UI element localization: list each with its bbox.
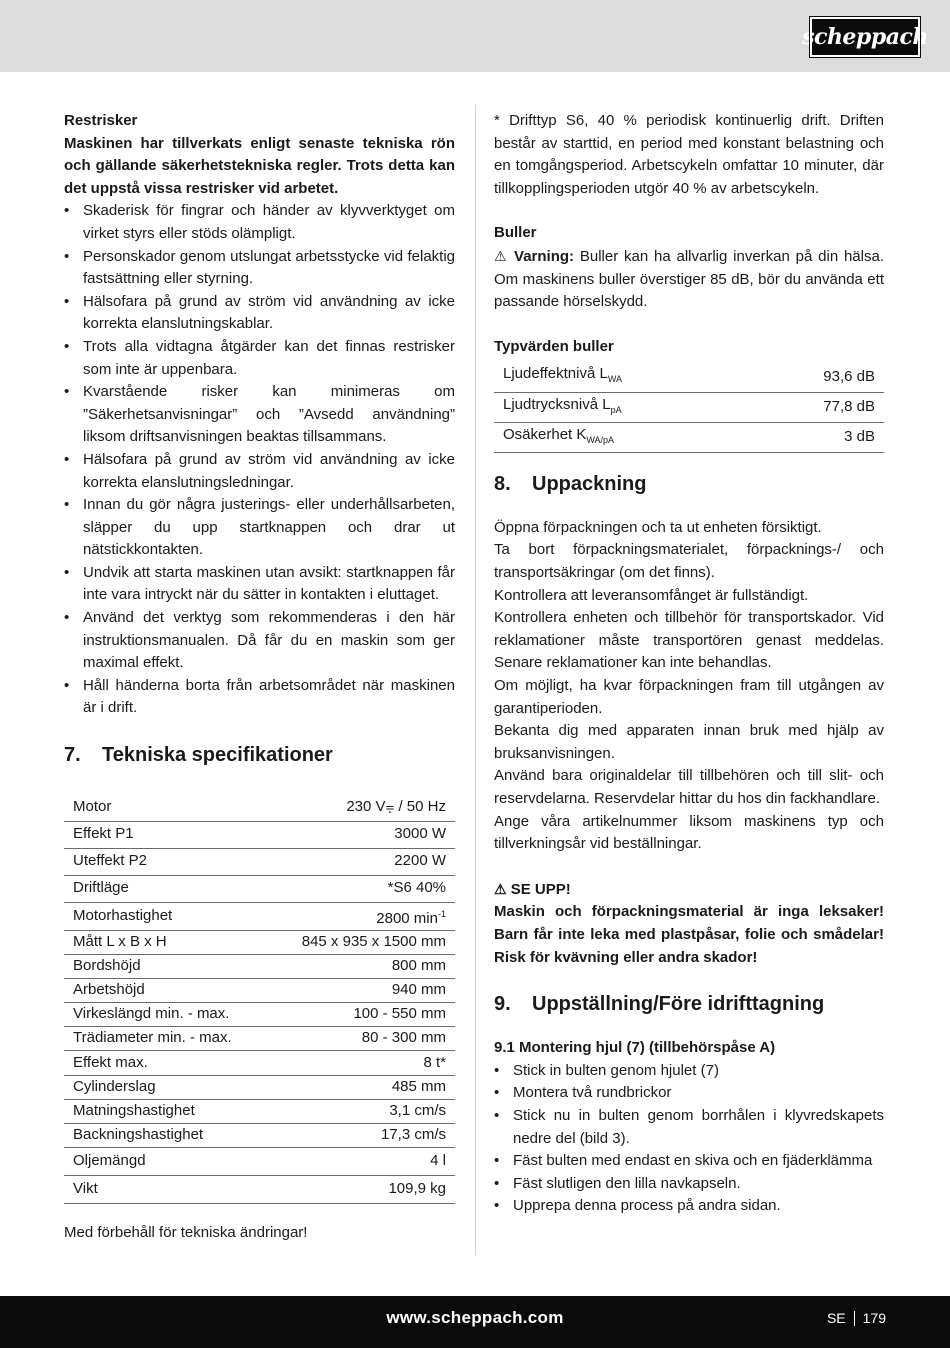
paragraph: Använd bara originaldelar till tillbehören och till slit- och reservdelarna. Reservdelar hittar du hos din fackhandlare.	[494, 767, 884, 807]
page-number: 179	[862, 1310, 886, 1326]
header-bar	[0, 0, 950, 72]
warning-icon: ⚠	[494, 880, 507, 897]
column-divider	[475, 105, 476, 1255]
paragraph: Kontrollera enheten och tillbehör för transportskador. Vid reklamationer måste transportören genast meddelas. Senare reklamationer kan inte behandlas.	[494, 609, 884, 672]
noise-value: 93,6 dB	[752, 362, 884, 392]
table-row	[64, 931, 455, 955]
unpack-text	[494, 517, 884, 856]
list-item: • Använd det verktyg som rekommenderas i den här instruktionsmanualen. Då får du en maskin som ger maximal effekt.	[64, 607, 455, 675]
list-item: • Upprepa denna process på andra sidan.	[494, 1195, 884, 1218]
spec-value: 940 mm	[268, 979, 455, 1003]
table-row	[64, 821, 455, 848]
spec-label: Mått L x B x H	[64, 931, 268, 955]
paragraph: Bekanta dig med apparaten innan bruk med hjälp av bruksanvisningen.	[494, 722, 884, 762]
spec-label: Arbetshöjd	[64, 979, 268, 1003]
section-7-heading	[64, 742, 455, 768]
table-row	[64, 902, 455, 931]
se-upp-heading	[494, 878, 884, 902]
paragraph: Öppna förpackningen och ta ut enheten försiktigt.	[494, 518, 822, 536]
list-item: • Hälsofara på grund av ström vid användning av icke korrekta elanslutningsledningar.	[64, 449, 455, 494]
warning-icon: ⚠	[494, 247, 509, 264]
noise-label-subscript: WA/pA	[586, 434, 615, 445]
spec-value: 109,9 kg	[268, 1176, 455, 1204]
restrisker-list	[64, 200, 455, 720]
list-item: • Håll händerna borta från arbetsområdet när maskinen är i drift.	[64, 675, 455, 720]
table-row	[64, 1100, 455, 1124]
website-url: www.scheppach.com	[386, 1308, 564, 1327]
separator	[854, 1311, 855, 1326]
spec-label: Bordshöjd	[64, 955, 268, 979]
paragraph: Ta bort förpackningsmaterialet, förpacknings-/ och transportsäkringar (om det finns).	[494, 541, 884, 582]
spec-footnote: Med förbehåll för tekniska ändringar!	[64, 1224, 308, 1242]
spec-label: Backningshastighet	[64, 1124, 268, 1148]
spec-value: 485 mm	[268, 1076, 455, 1100]
section-number: 7.	[64, 744, 81, 767]
section-8-heading	[494, 471, 884, 497]
spec-label: Oljemängd	[64, 1148, 268, 1176]
noise-value: 3 dB	[752, 422, 884, 452]
noise-label-subscript: WA	[607, 374, 622, 385]
section-title: Tekniska specifikationer	[102, 744, 333, 767]
table-row	[64, 848, 455, 875]
spec-value: 8 t*	[268, 1051, 455, 1076]
warning-text: Buller kan ha allvarlig inverkan på din hälsa. Om maskinens buller överstiger 85 dB, bör du använda ett passande hörselskydd.	[494, 247, 884, 311]
section-title: Uppställning/Före idrifttagning	[532, 993, 825, 1016]
language-code: SE	[826, 1310, 846, 1326]
list-item: • Fäst slutligen den lilla navkapseln.	[494, 1173, 884, 1196]
list-item: • Fäst bulten med endast en skiva och en fjäderklämma	[494, 1150, 884, 1173]
footer-bar	[0, 1296, 950, 1348]
section-title: Uppackning	[532, 472, 647, 495]
noise-label-text: Ljudeffektnivå L	[503, 365, 608, 383]
typvarden-title: Typvärden buller	[494, 337, 614, 355]
table-row	[64, 1076, 455, 1100]
spec-value-text: 2800 min	[376, 909, 438, 927]
mounting-steps-list	[494, 1060, 884, 1218]
spec-label: Driftläge	[64, 875, 268, 902]
spec-value: 4 l	[268, 1148, 455, 1176]
scheppach-logo	[802, 17, 928, 57]
logo-text: scheppach	[802, 24, 928, 50]
spec-value: 17,3 cm/s	[268, 1124, 455, 1148]
table-row	[64, 1148, 455, 1176]
noise-label-text: Ljudtrycksnivå L	[503, 395, 611, 413]
noise-label	[494, 392, 752, 422]
restrisker-intro: Maskinen har tillverkats enligt senaste tekniska rön och gällande säkerhetstekniska regler. Trots detta kan det uppstå vissa restrisker vid arbetet.	[64, 134, 455, 197]
spec-value: 845 x 935 x 1500 mm	[268, 931, 455, 955]
noise-label	[494, 362, 752, 392]
table-row	[64, 1124, 455, 1148]
spec-value: 3,1 cm/s	[268, 1100, 455, 1124]
spec-label: Trädiameter min. - max.	[64, 1027, 268, 1051]
se-upp-text: Maskin och förpackningsmaterial är inga leksaker! Barn får inte leka med plastpåsar, folie och smådelar! Risk för kvävning eller andra skador!	[494, 903, 884, 966]
spec-label: Motor	[64, 794, 268, 821]
drift-note: * Drifttyp S6, 40 % periodisk kontinuerlig drift. Driften består av starttid, en period med konstant belastning och en tomgångsperiod. Arbetscykeln omfattar 10 minuter, där tillkopplingsperioden utgör 40 % av arbetscykeln.	[494, 112, 884, 197]
section-9-heading	[494, 991, 884, 1017]
noise-label	[494, 422, 752, 452]
spec-value: 3000 W	[268, 821, 455, 848]
noise-warning	[494, 245, 884, 314]
se-upp-label: SE UPP!	[510, 880, 571, 898]
paragraph: Om möjligt, ha kvar förpackningen fram till utgången av garantiperioden.	[494, 677, 884, 717]
page-indicator	[827, 1310, 886, 1326]
table-row	[64, 979, 455, 1003]
spec-value: 80 - 300 mm	[268, 1027, 455, 1051]
table-row	[64, 1003, 455, 1027]
section-number: 9.	[494, 993, 511, 1016]
list-item: • Kvarstående risker kan minimeras om ”Säkerhetsanvisningar” och ”Avsedd användning” liksom driftsanvisningen beaktas tillsammans.	[64, 381, 455, 449]
spec-value: 230 V⩦ / 50 Hz	[268, 794, 455, 821]
spec-label: Effekt max.	[64, 1051, 268, 1076]
paragraph: Kontrollera att leveransomfånget är fullständigt.	[494, 586, 809, 604]
spec-table	[64, 794, 455, 1204]
list-item: • Undvik att starta maskinen utan avsikt: startknappen får inte vara intryckt när du sätter in kontakten i eluttaget.	[64, 562, 455, 607]
table-row	[64, 1176, 455, 1204]
noise-label-text: Osäkerhet K	[503, 425, 587, 443]
table-row	[64, 955, 455, 979]
list-item: • Hälsofara på grund av ström vid användning av icke korrekta elanslutningskablar.	[64, 291, 455, 336]
warning-label: Varning:	[514, 247, 575, 265]
table-row	[494, 392, 884, 422]
table-row	[64, 794, 455, 821]
table-row	[64, 1027, 455, 1051]
noise-value: 77,8 dB	[752, 392, 884, 422]
table-row	[494, 362, 884, 392]
list-item: • Montera två rundbrickor	[494, 1082, 884, 1105]
noise-table	[494, 362, 884, 453]
spec-label: Matningshastighet	[64, 1100, 268, 1124]
table-row	[64, 1051, 455, 1076]
list-item: • Skaderisk för fingrar och händer av klyvverktyget om virket styrs eller stöds olämpligt.	[64, 200, 455, 245]
spec-value: 2200 W	[268, 848, 455, 875]
left-column	[64, 110, 455, 1245]
list-item: • Personskador genom utslungat arbetsstycke vid felaktig fastsättning eller styrning.	[64, 246, 455, 291]
spec-label: Uteffekt P2	[64, 848, 268, 875]
list-item: • Trots alla vidtagna åtgärder kan det finnas restrisker som inte är uppenbara.	[64, 336, 455, 381]
spec-label: Virkeslängd min. - max.	[64, 1003, 268, 1027]
spec-value: 800 mm	[268, 955, 455, 979]
paragraph: Ange våra artikelnummer liksom maskinens typ och tillverkningsår vid beställningar.	[494, 812, 884, 853]
right-column	[494, 110, 884, 1218]
noise-label-subscript: pA	[610, 404, 622, 415]
spec-value: *S6 40%	[268, 875, 455, 902]
section-number: 8.	[494, 472, 511, 495]
spec-value: 100 - 550 mm	[268, 1003, 455, 1027]
spec-value-exponent: -1	[437, 908, 446, 919]
spec-value	[268, 902, 455, 931]
list-item: • Stick in bulten genom hjulet (7)	[494, 1060, 884, 1083]
restrisker-title: Restrisker	[64, 112, 138, 129]
subsection-9-1-title: 9.1 Montering hjul (7) (tillbehörspåse A)	[494, 1039, 776, 1057]
spec-label: Vikt	[64, 1176, 268, 1204]
table-row	[64, 875, 455, 902]
spec-label: Motorhastighet	[64, 902, 268, 931]
list-item: • Stick nu in bulten genom borrhålen i klyvredskapets nedre del (bild 3).	[494, 1105, 884, 1150]
buller-title: Buller	[494, 224, 537, 242]
list-item: • Innan du gör några justerings- eller underhållsarbeten, släpper du upp startknappen och drar ut nätstickkontakten.	[64, 494, 455, 562]
spec-label: Effekt P1	[64, 821, 268, 848]
spec-label: Cylinderslag	[64, 1076, 268, 1100]
table-row	[494, 422, 884, 452]
